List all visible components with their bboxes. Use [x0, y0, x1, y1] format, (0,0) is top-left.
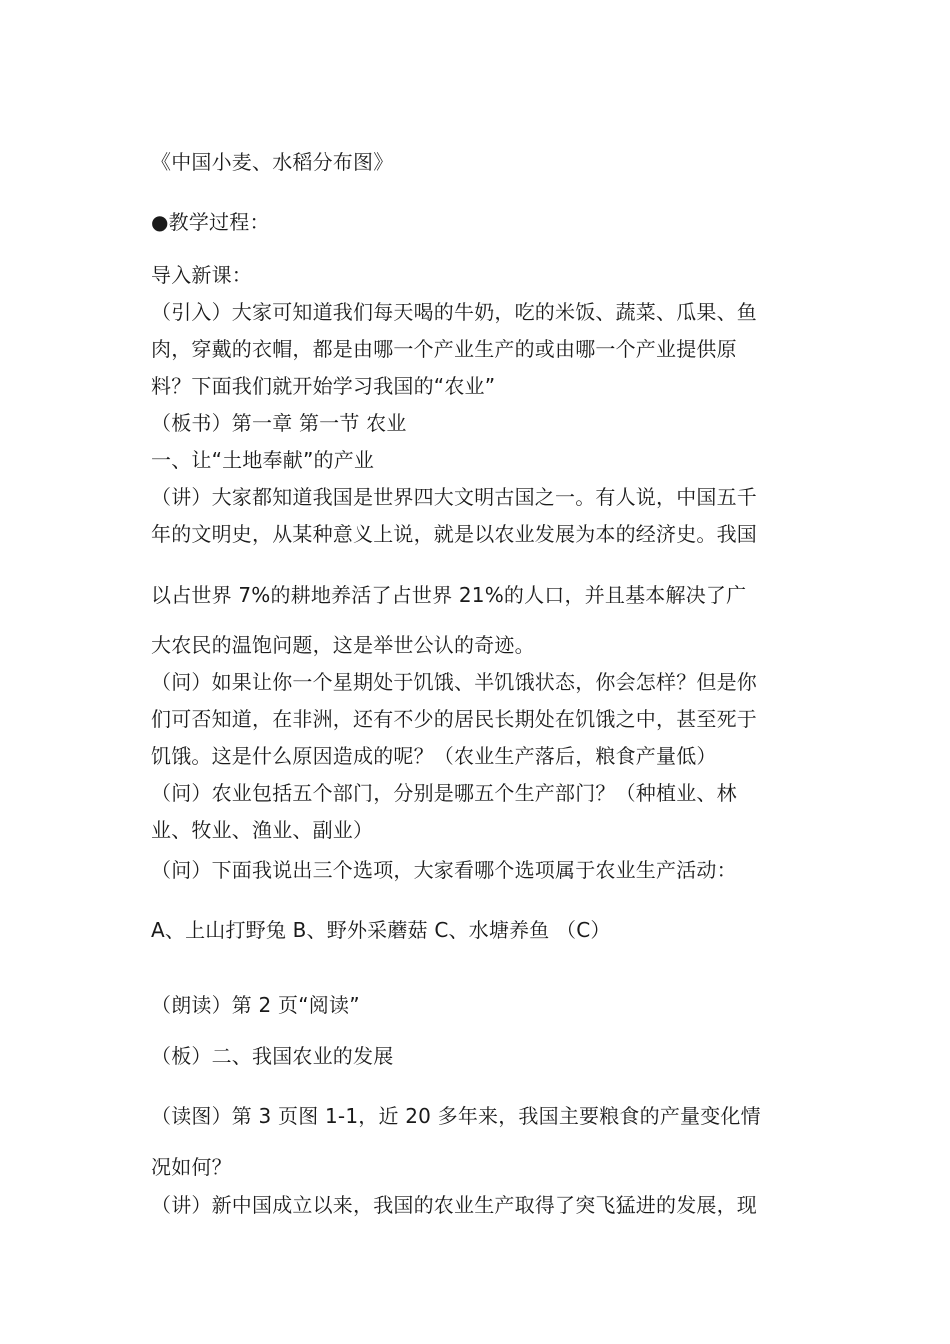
line-board-chapter: （板书）第一章 第一节 农业 — [151, 411, 407, 435]
paragraph-line: （讲）新中国成立以来，我国的农业生产取得了突飞猛进的发展，现 — [151, 1193, 757, 1217]
paragraph-line: （问）如果让你一个星期处于饥饿、半饥饿状态，你会怎样？但是你 — [151, 670, 757, 694]
line-teaching-process-heading: ●教学过程： — [151, 210, 270, 234]
line-section-heading-2: （板）二、我国农业的发展 — [151, 1044, 394, 1068]
paragraph-line: 况如何？ — [151, 1155, 232, 1179]
paragraph-line: （引入）大家可知道我们每天喝的牛奶，吃的米饭、蔬菜、瓜果、鱼 — [151, 300, 757, 324]
line-intro-heading: 导入新课： — [151, 263, 252, 287]
line-map-title: 《中国小麦、水稻分布图》 — [151, 150, 394, 174]
paragraph-line: 以占世界 7%的耕地养活了占世界 21%的人口，并且基本解决了广 — [151, 583, 747, 607]
paragraph-line: 们可否知道，在非洲，还有不少的居民长期处在饥饿之中，甚至死于 — [151, 707, 757, 731]
paragraph-line: （问）下面我说出三个选项，大家看哪个选项属于农业生产活动： — [151, 858, 737, 882]
line-section-heading-1: 一、让“土地奉献”的产业 — [151, 448, 375, 472]
paragraph-line: 饥饿。这是什么原因造成的呢？（农业生产落后，粮食产量低） — [151, 744, 717, 768]
paragraph-line: 年的文明史，从某种意义上说，就是以农业发展为本的经济史。我国 — [151, 522, 757, 546]
paragraph-line: （读图）第 3 页图 1-1，近 20 多年来，我国主要粮食的产量变化情 — [151, 1104, 761, 1128]
paragraph-line: （问）农业包括五个部门，分别是哪五个生产部门？（种植业、林 — [151, 781, 737, 805]
paragraph-line: （讲）大家都知道我国是世界四大文明古国之一。有人说，中国五千 — [151, 485, 757, 509]
line-options: A、上山打野兔 B、野外采蘑菇 C、水塘养鱼 （C） — [151, 918, 611, 942]
paragraph-line: 大农民的温饱问题，这是举世公认的奇迹。 — [151, 633, 535, 657]
line-reading: （朗读）第 2 页“阅读” — [151, 993, 360, 1017]
paragraph-line: 肉，穿戴的衣帽，都是由哪一个产业生产的或由哪一个产业提供原 — [151, 337, 737, 361]
paragraph-line: 料？下面我们就开始学习我国的“农业” — [151, 374, 496, 398]
paragraph-line: 业、牧业、渔业、副业） — [151, 818, 374, 842]
